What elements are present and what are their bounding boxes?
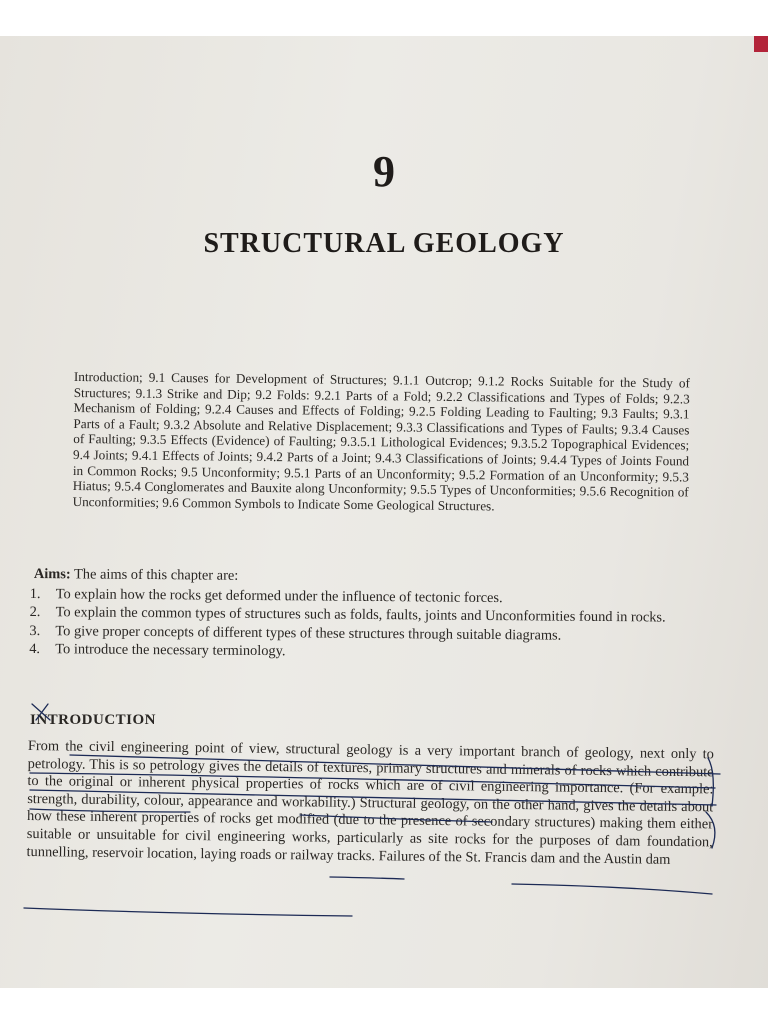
aim-text: To explain the common types of structures such as folds, faults, joints and Unconformities found in rocks.	[55, 604, 666, 626]
aims-section	[29, 566, 720, 666]
book-page	[0, 36, 768, 988]
aims-intro: The aims of this chapter are:	[73, 566, 239, 584]
introduction-body: From the civil engineering point of view, structural geology is a very important branch of geology, next only to petrology. This is so petrology gives the details of textures, primary structures and minerals of rocks which contribute to the original or inherent physical properties of rocks which are of civil engineering importance. (For example: strength, durability, colour, appearance and workability.) Structural geology, on the other hand, gives the details about how these inherent properties of rocks get modified (due to the presence of secondary structures) making them either suitable or unsuitable for civil engineering works, particularly as site rocks for the purposes of dam foundation, tunnelling, reservoir location, laying roads or railway tracks. Failures of the St. Francis dam and the Austin dam	[26, 738, 714, 868]
bottom-margin	[0, 988, 768, 1024]
chapter-number: 9	[373, 147, 395, 196]
aim-number: 3.	[29, 622, 41, 639]
pen-underline	[330, 877, 404, 879]
chapter-title: STRUCTURAL GEOLOGY	[203, 228, 565, 259]
introduction-heading: INTRODUCTION	[30, 712, 157, 728]
aim-number: 1.	[29, 585, 41, 602]
pen-underline	[24, 908, 352, 916]
aim-text: To introduce the necessary terminology.	[55, 641, 286, 660]
aim-number: 2.	[29, 603, 41, 621]
page-corner-mark	[754, 36, 768, 52]
aim-text: To give proper concepts of different types of these structures through suitable diagrams.	[55, 622, 562, 644]
aim-number: 4.	[29, 640, 41, 658]
chapter-contents: Introduction; 9.1 Causes for Development of Structures; 9.1.1 Outcrop; 9.1.2 Rocks Suitable for the Study of Structures; 9.1.3 Strike and Dip; 9.2 Folds: 9.2.1 Parts of a Fold; 9.2.2 Classifications and Types of Folds; 9.2.3 Mechanism of Folding; 9.2.4 Causes and Effects of Folding; 9.2.5 Folding Leading to Faulting; 9.3 Faults; 9.3.1 Parts of a Fault; 9.3.2 Absolute and Relative Displacement; 9.3.3 Classifications and Types of Faults; 9.3.4 Causes of Faulting; 9.3.5 Effects (Evidence) of Faulting; 9.3.5.1 Lithological Evidences; 9.3.5.2 Topographical Evidences; 9.4 Joints; 9.4.1 Effects of Joints; 9.4.2 Parts of a Joint; 9.4.3 Classifications of Joints; 9.4.4 Types of Joints Found in Common Rocks; 9.5 Unconformity; 9.5.1 Parts of an Unconformity; 9.5.2 Formation of an Unconformity; 9.5.3 Hiatus; 9.5.4 Conglomerates and Bauxite along Unconformity; 9.5.5 Types of Unconformities; 9.5.6 Recognition of Unconformities; 9.6 Common Symbols to Indicate Some Geological Structures.	[72, 369, 690, 514]
aim-text: To explain how the rocks get deformed under the influence of tectonic forces.	[55, 585, 503, 606]
top-margin	[0, 0, 768, 36]
aims-label: Aims:	[33, 566, 71, 583]
pen-underline	[512, 884, 712, 894]
